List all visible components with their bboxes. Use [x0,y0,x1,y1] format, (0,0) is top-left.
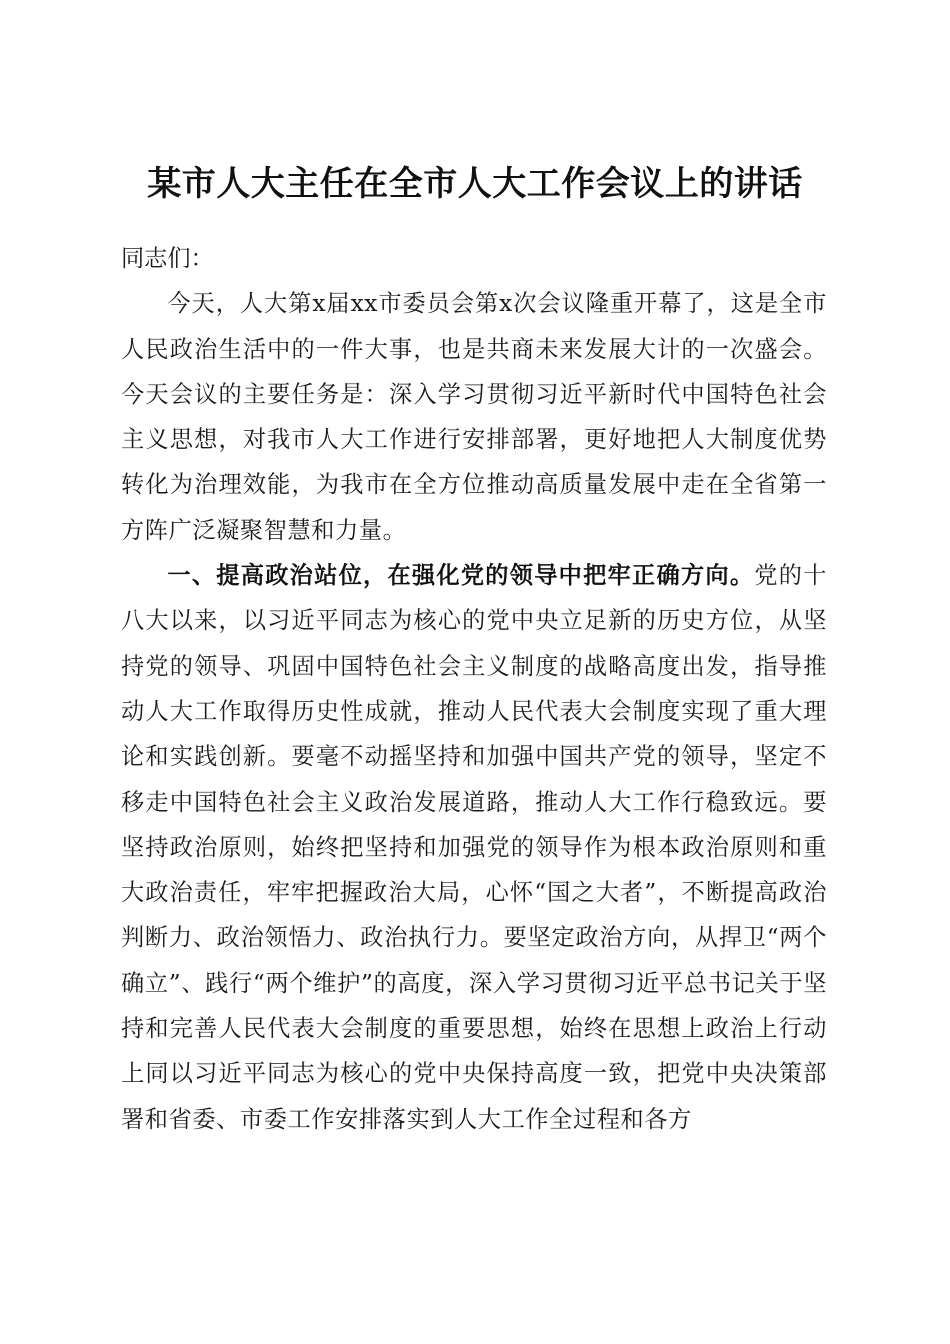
page-title: 某市人大主任在全市人大工作会议上的讲话 [147,163,803,204]
section-1-paragraph [121,553,827,1142]
section-1-body: 党的十八大以来，以习近平同志为核心的党中央立足新的历史方位，从坚持党的领导、巩固中国特色社会主义制度的战略高度出发，指导推动人大工作取得历史性成就，推动人民代表大会制度实现了重大理论和实践创新。要毫不动摇坚持和加强中国共产党的领导，坚定不移走中国特色社会主义政治发展道路，推动人大工作行稳致远。要坚持政治原则，始终把坚持和加强党的领导作为根本政治原则和重大政治责任，牢牢把握政治大局，心怀“国之大者”，不断提高政治判断力、政治领悟力、政治执行力。要坚定政治方向，从捍卫“两个确立”、践行“两个维护”的高度，深入学习贯彻习近平总书记关于坚持和完善人民代表大会制度的重要思想，始终在思想上政治上行动上同以习近平同志为核心的党中央保持高度一致，把党中央决策部署和省委、市委工作安排落实到人大工作全过程和各方 [121,562,827,1133]
salutation: 同志们： [121,245,214,272]
paragraph-intro: 今天，人大第x届xx市委员会第x次会议隆重开幕了，这是全市人民政治生活中的一件大事，也是共商未来发展大计的一次盛会。今天会议的主要任务是：深入学习贯彻习近平新时代中国特色社会主义思想，对我市人大工作进行安排部署，更好地把人大制度优势转化为治理效能，为我市在全方位推动高质量发展中走在全省第一方阵广泛凝聚智慧和力量。 [121,290,827,544]
document-body [121,236,827,1142]
section-1-heading: 一、提高政治站位，在强化党的领导中把牢正确方向。 [167,562,755,590]
